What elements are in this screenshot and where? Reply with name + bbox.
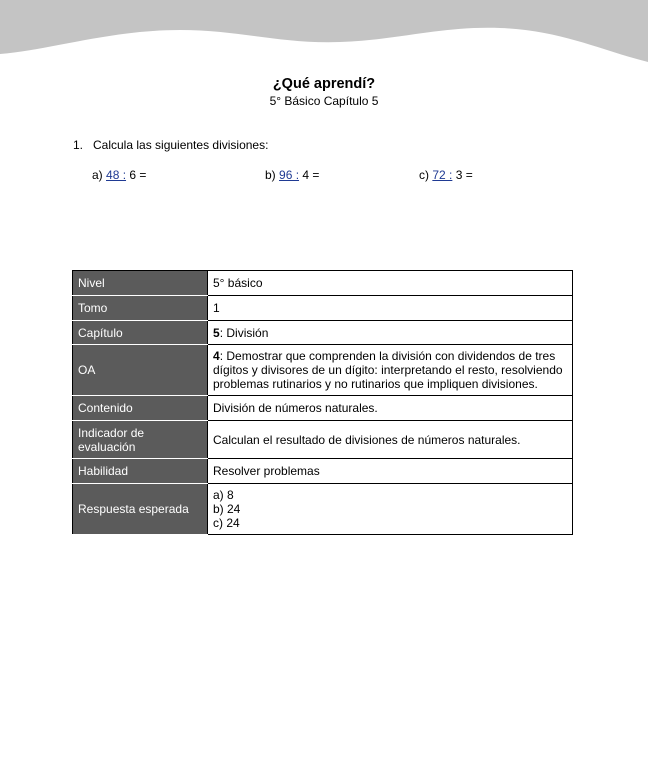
row-label: Respuesta esperada [73,484,208,535]
table-row-nivel [73,271,573,296]
row-value: Calculan el resultado de divisiones de números naturales. [208,421,573,459]
item-dividend: 72 : [432,168,453,182]
table-row-indicador [73,421,573,459]
page-title: ¿Qué aprendí? [272,76,376,92]
item-letter: b) [265,168,276,182]
row-label: Tomo [73,296,208,321]
item-rest: 6 = [129,168,147,182]
row-label: Contenido [73,396,208,421]
division-item-a [92,167,146,183]
capitulo-number: 5 [213,325,220,340]
row-value: 1 [208,296,573,321]
table-row-capitulo [73,321,573,345]
item-dividend: 96 : [279,168,300,182]
row-label: Nivel [73,271,208,296]
item-letter: c) [419,168,429,182]
header-wave-decoration [0,0,648,70]
row-label: Habilidad [73,459,208,484]
row-value [208,345,573,396]
table-row-contenido [73,396,573,421]
page-subtitle: 5° Básico Capítulo 5 [269,94,379,108]
table-row-respuesta [73,484,573,535]
table-row-habilidad [73,459,573,484]
division-item-b [265,167,319,183]
division-item-c [419,167,473,183]
question-text: Calcula las siguientes divisiones: [93,138,269,152]
title-block [0,75,648,109]
capitulo-name: : División [219,325,269,340]
question-1 [73,137,268,153]
oa-number: 4 [213,349,220,363]
question-number: 1. [73,138,84,152]
oa-text: : Demostrar que comprenden la división con dividendos de tres dígitos y divisores de un dígito: interpretando el resto, resolviendo problemas rutinarios y no rutinarios que impliquen divisiones. [213,349,563,391]
row-value [208,484,573,535]
item-letter: a) [92,168,103,182]
row-label: OA [73,345,208,396]
answer-line: c) 24 [213,516,240,530]
info-table [72,270,573,535]
answer-line: a) 8 [213,488,234,502]
item-rest: 3 = [455,168,473,182]
row-label: Indicador de evaluación [73,421,208,459]
item-rest: 4 = [302,168,320,182]
item-dividend: 48 : [106,168,127,182]
row-value: Resolver problemas [208,459,573,484]
row-label: Capítulo [73,321,208,345]
row-value: División de números naturales. [208,396,573,421]
row-value [208,321,573,345]
row-value: 5° básico [208,271,573,296]
answer-line: b) 24 [213,502,241,516]
table-row-tomo [73,296,573,321]
table-row-oa [73,345,573,396]
